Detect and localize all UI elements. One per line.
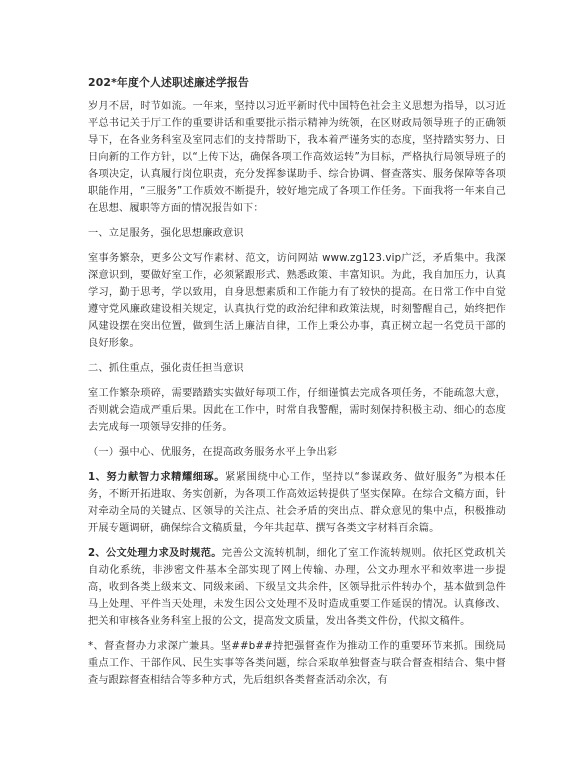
subsection-1-heading: （一）强中心、优服务，在提高政务服务水平上争出彩 bbox=[88, 447, 338, 458]
section-1-heading: 一、立足服务，强化思想廉政意识 bbox=[88, 228, 244, 239]
item-1-lead: 1、努力献智力求精耀细琢。 bbox=[88, 472, 226, 483]
intro-paragraph: 岁月不居，时节如流。一年来，坚持以习近平新时代中国特色社会主义思想为指导，以习近平总书记关于厅工作的重要讲话和重要批示指示精神为统领，在区财政局领导班子的正确领导下，在各业务科室及室同志们的支持帮助下，我本着严谨务实的态度，坚持踏实努力、日日向新的工作方针，以“上传下达，确保各项工作高效运转”为目标，严格执行局领导班子的各项决定，认真履行岗位职责，充分发挥参谋助手、综合协调、督查落实、服务保障等各项职能作用，“三服务”工作质效不断提升，较好地完成了各项工作任务。下面我将一年来自己在思想、履职等方面的情况报告如下： bbox=[88, 101, 506, 214]
item-3-paragraph: *、督查督办力求深广兼具。坚##b##持把强督查作为推动工作的重要环节来抓。围绕局重点工作、干部作风、民生实事等各类问题，综合采取单独督查与联合督查相结合、集中督查与跟踪督查相结合等多种方式，先后组织各类督查活动余次，有 bbox=[88, 641, 506, 686]
item-1-body: 紧紧围绕中心工作，坚持以“参谋政务、做好服务”为根本任务，不断开拓进取、务实创新，为各项工作高效运转提供了坚实保障。在综合文稿方面，针对牵动全局的关键点、区领导的关注点、社会矛盾的突出点、群众意见的集中点，积极推动开展专题调研，确保综合文稿质量，今年共起草、撰写各类文字材料百余篇。 bbox=[88, 472, 506, 534]
item-1-paragraph bbox=[88, 469, 506, 537]
section-2-paragraph: 室工作繁杂琐碎，需要踏踏实实做好每项工作，仔细谨慎去完成各项任务，不能疏忽大意，否则就会造成严重后果。因此在工作中，时常自我警醒，需时刻保持积极主动、细心的态度去完成每一项领导安排的任务。 bbox=[88, 388, 506, 433]
item-2-paragraph bbox=[88, 545, 506, 630]
section-1-paragraph: 室事务繁杂，更多公文写作素材、范文，访问网站 www.zg123.vip广泛，矛盾集中。我深深意识到，要做好室工作，必须紧跟形式、熟悉政策、丰富知识。为此，我自加压力，认真学习，勤于思考，学以致用，自身思想素质和工作能力有了较快的提高。在日常工作中自觉遵守党风廉政建设相关规定，认真执行党的政治纪律和政策法规，时刻警醒自己，始终把作风建设摆在突出位置，做到生活上廉洁自律，工作上秉公办事，真正树立起一名党员干部的良好形象。 bbox=[88, 253, 506, 349]
document-page bbox=[88, 74, 506, 697]
section-2-heading: 二、抓住重点，强化责任担当意识 bbox=[88, 363, 244, 374]
item-2-body: 完善公文流转机制，细化了室工作流转规则。依托区党政机关自动化系统，非涉密文件基本全部实现了网上传输、办理，公文办理水平和效率进一步提高，收到各类上级来文、同级来函、下级呈文共余件，区领导批示件转办个，基本做到急件马上处理、平件当天处理，未发生因公文处理不及时造成重要工作延误的情况。认真修改、把关和审核各业务科室上报的公文，提高发文质量，发出各类文件份，代拟文稿件。 bbox=[88, 548, 506, 627]
document-title: 202*年度个人述职述廉述学报告 bbox=[88, 76, 249, 89]
item-2-lead: 2、公文处理力求及时规范。 bbox=[88, 548, 222, 559]
